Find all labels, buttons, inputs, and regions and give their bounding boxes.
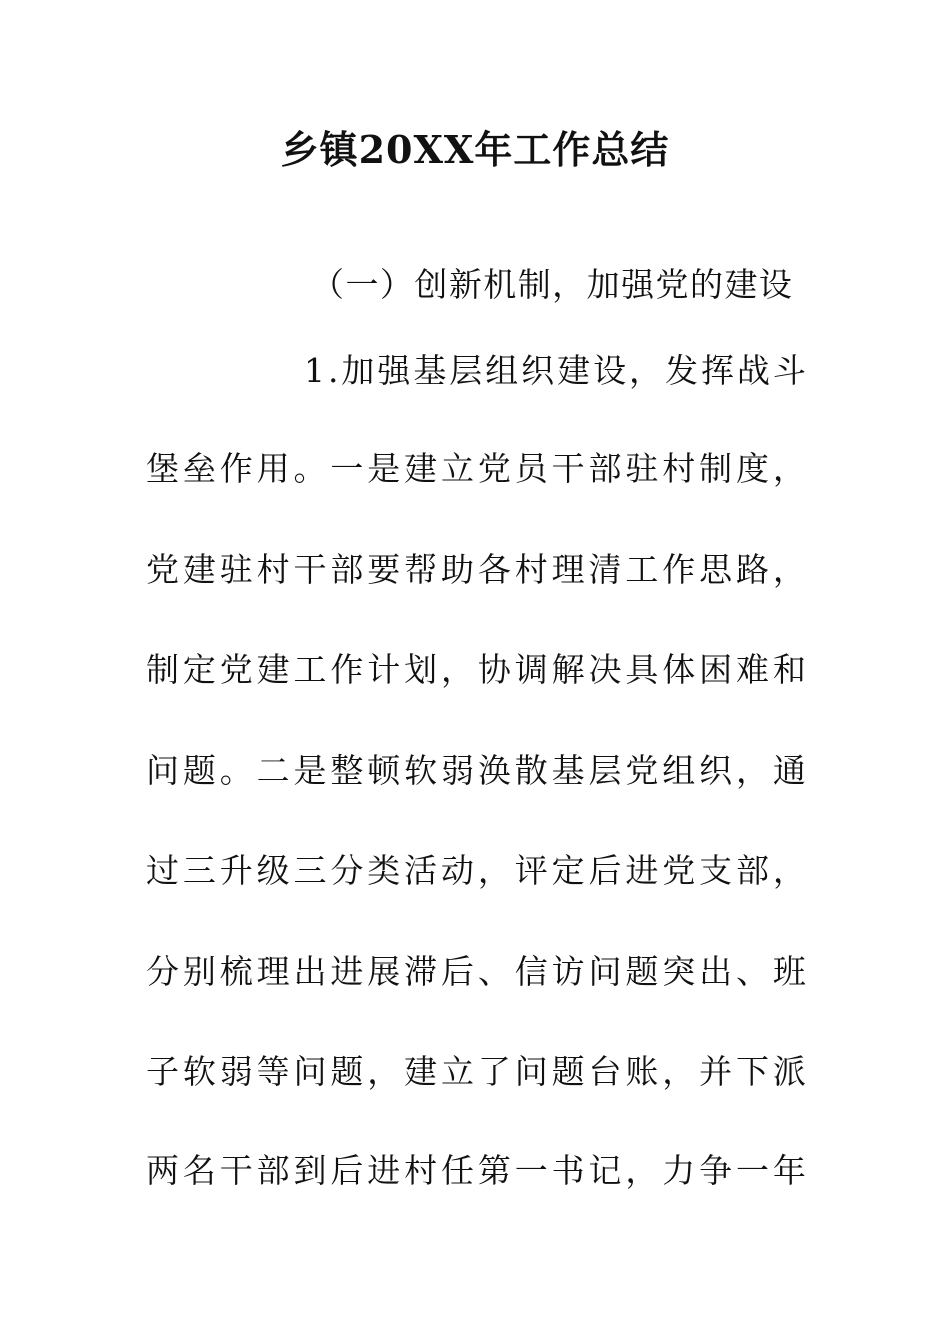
paragraph-line-8: 子 软 弱 等 问 题 ， 建 立 了 问 题 台 账 ， 并 下 派 [146, 1052, 806, 1091]
paragraph-line-2: 堡 垒 作 用 。 一 是 建 立 党 员 干 部 驻 村 制 度 ， [146, 449, 806, 488]
paragraph-line-5: 问 题 。 二 是 整 顿 软 弱 涣 散 基 层 党 组 织 ， 通 [146, 751, 806, 790]
document-title: 乡镇20XX年工作总结 [280, 127, 670, 172]
paragraph-line-1: 1 . 加 强 基 层 组 织 建 设 ， 发 挥 战 斗 [304, 351, 806, 390]
paragraph-line-4: 制 定 党 建 工 作 计 划 ， 协 调 解 决 具 体 困 难 和 [146, 650, 806, 689]
paragraph-line-3: 党 建 驻 村 干 部 要 帮 助 各 村 理 清 工 作 思 路 ， [146, 550, 806, 589]
paragraph-line-9: 两 名 干 部 到 后 进 村 任 第 一 书 记 ， 力 争 一 年 [146, 1151, 806, 1190]
paragraph-line-6: 过 三 升 级 三 分 类 活 动 ， 评 定 后 进 党 支 部 ， [146, 851, 806, 890]
paragraph-line-7: 分 别 梳 理 出 进 展 滞 后 、 信 访 问 题 突 出 、 班 [146, 952, 806, 991]
section-heading: （ 一 ） 创 新 机 制 ， 加 强 党 的 建 设 [311, 265, 792, 304]
